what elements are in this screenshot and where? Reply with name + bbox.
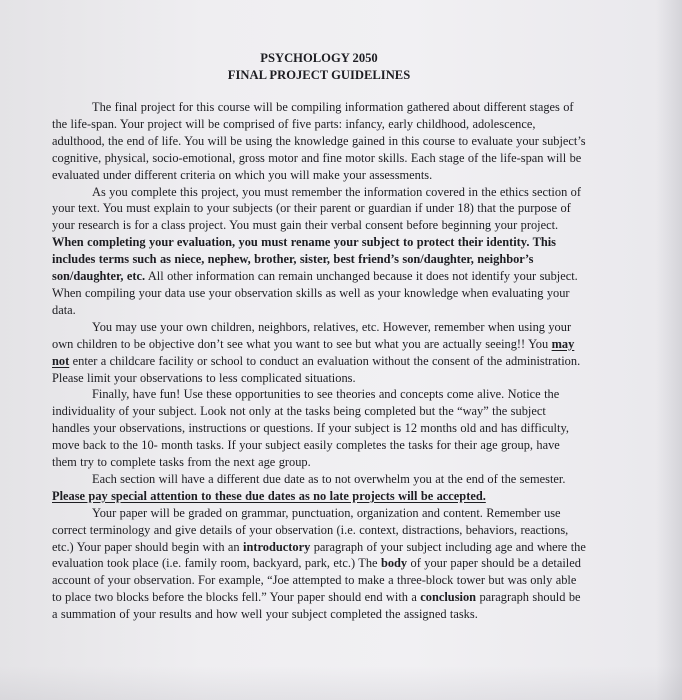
paragraph-have-fun: [52, 386, 586, 471]
page-bottom-shadow: [0, 666, 682, 700]
paragraph-grading: [52, 505, 586, 623]
paragraph-grading-conclusion: conclusion: [420, 590, 477, 605]
paragraph-intro: [52, 99, 586, 184]
paragraph-ethics-bold: When completing your evaluation, you must rename your subject to protect their identity. This includes terms such as niece, nephew, brother, sister, best friend’s son/daughter, neighbor’s son/daughter, etc.: [52, 235, 557, 284]
paragraph-grading-introductory: introductory: [243, 539, 311, 554]
paragraph-subjects-text-c: enter a childcare facility or school to conduct an evaluation without the consent of the administration. Please limit your observations to less complicated situations.: [52, 353, 581, 385]
paragraph-due-dates-warning: Please pay special attention to these due dates as no late projects will be accepted.: [52, 488, 486, 503]
page-edge-shadow: [656, 0, 682, 700]
paragraph-intro-text: The final project for this course will be compiling information gathered about different stages of the life-span. Your project will be comprised of five parts: infancy, early childhood, adolescence, adulthood, the end of life. You will be using the knowledge gained in this course to evaluate your subject’s cognitive, physical, socio-emotional, gross motor and fine motor skills. Each stage of the life-span will be evaluated under different criteria on which you will make your assessments.: [52, 100, 586, 182]
document-title: PSYCHOLOGY 2050: [260, 51, 378, 65]
document-subtitle: FINAL PROJECT GUIDELINES: [227, 68, 411, 82]
paragraph-ethics: [52, 184, 586, 319]
paragraph-subjects: [52, 319, 586, 387]
paragraph-subjects-text-a: You may use your own children, neighbors, relatives, etc. However, remember when using your own children to be objective don’t see what you want to see but what you are actually seeing!! You: [52, 319, 572, 351]
paragraph-grading-text-e: of your paper should be a detailed account of your observation. For example, “Joe attempted to make a three-block tower but was only able to place two blocks before the blocks fell.” Your paper should end with a: [52, 556, 581, 605]
paragraph-grading-text-c: paragraph of your subject including age and where the evaluation took place (i.e. family room, backyard, park, etc.) The: [52, 539, 586, 571]
paragraph-have-fun-text: Finally, have fun! Use these opportunities to see theories and concepts come alive. Notice the individuality of your subject. Look not only at the tasks being completed but the “way” the subject handles your observations, instructions or questions. If your subject is 12 months old and has difficulty, move back to the 10- month tasks. If your subject easily completes the tasks for their age group, have them try to complete tasks from the next age group.: [52, 387, 569, 470]
paragraph-due-dates: [52, 471, 586, 505]
guidelines-document: [52, 50, 586, 623]
paragraph-ethics-text-a: As you complete this project, you must remember the information covered in the ethics section of your text. You must explain to your subjects (or their parent or guardian if under 18) that the purpose of your research is for a class project. You must gain their verbal consent before beginning your project.: [52, 184, 581, 233]
paragraph-grading-body: body: [380, 556, 408, 571]
paragraph-grading-text-g: paragraph should be a summation of your results and how well your subject completed the assigned tasks.: [52, 590, 581, 622]
paragraph-grading-text-a: Your paper will be graded on grammar, punctuation, organization and content. Remember use correct terminology and give details of your observation (i.e. context, distractions, behaviors, reactions, etc.) Your paper should begin with an: [52, 505, 569, 554]
paragraph-subjects-emphasis: may not: [52, 336, 575, 368]
paragraph-ethics-text-c: All other information can remain unchanged because it does not identify your subject. When compiling your data use your observation skills as well as your knowledge when evaluating your data.: [52, 269, 578, 317]
paragraph-due-dates-text-a: Each section will have a different due date as to not overwhelm you at the end of the semester.: [92, 471, 566, 486]
